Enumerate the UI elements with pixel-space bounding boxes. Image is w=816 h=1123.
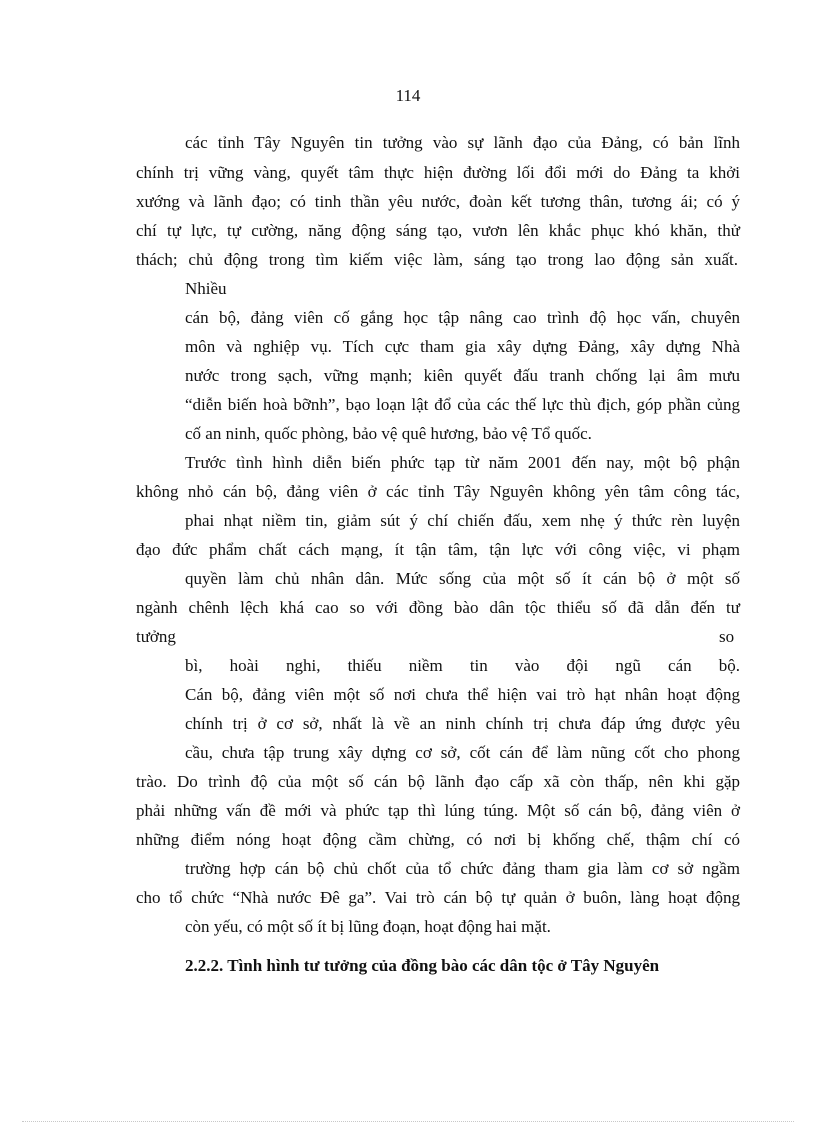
text-line: cầu, chưa tập trung xây dựng cơ sở, cốt cán để làm nũng cốt cho phong bbox=[185, 743, 740, 762]
text-line: chí tự lực, tự cường, năng động sáng tạo, vươn lên khắc phục khó khăn, thử bbox=[136, 221, 740, 240]
text-line: cố an ninh, quốc phòng, bảo vệ quê hương, bảo vệ Tổ quốc. bbox=[185, 424, 592, 443]
text-line: cán bộ, đảng viên cố gắng học tập nâng cao trình độ học vấn, chuyên bbox=[185, 308, 740, 327]
page-bottom-divider bbox=[22, 1121, 794, 1122]
text-line: các tỉnh Tây Nguyên tin tưởng vào sự lãnh đạo của Đảng, có bản lĩnh bbox=[185, 133, 740, 152]
text-line: xướng và lãnh đạo; có tinh thần yêu nước, đoàn kết tương thân, tương ái; có ý bbox=[136, 192, 740, 211]
text-line: Nhiều bbox=[185, 279, 227, 298]
text-line: Cán bộ, đảng viên một số nơi chưa thể hiện vai trò hạt nhân hoạt động bbox=[185, 685, 740, 704]
text-line: chính trị ở cơ sở, nhất là về an ninh chính trị chưa đáp ứng được yêu bbox=[185, 714, 740, 733]
text-line: môn và nghiệp vụ. Tích cực tham gia xây dựng Đảng, xây dựng Nhà bbox=[185, 337, 740, 356]
text-line: không nhỏ cán bộ, đảng viên ở các tỉnh Tây Nguyên không yên tâm công tác, bbox=[136, 482, 740, 501]
text-line: phai nhạt niềm tin, giảm sút ý chí chiến đấu, xem nhẹ ý thức rèn luyện bbox=[185, 511, 740, 530]
text-line: “diễn biến hoà bỡnh”, bạo loạn lật đổ của các thế lực thù địch, góp phần củng bbox=[185, 395, 740, 414]
text-line: so bbox=[719, 627, 735, 646]
text-line: đạo đức phẩm chất cách mạng, ít tận tâm, tận lực với công việc, vi phạm bbox=[136, 540, 740, 559]
text-line: cho tổ chức “Nhà nước Đê ga”. Vai trò cán bộ tự quản ở buôn, làng hoạt động bbox=[136, 888, 740, 907]
section-heading: 2.2.2. Tình hình tư tưởng của đồng bào các dân tộc ở Tây Nguyên bbox=[185, 956, 660, 975]
text-line: trào. Do trình độ của một số cán bộ lãnh đạo cấp xã còn thấp, nên khi gặp bbox=[136, 772, 740, 791]
text-line: quyền làm chủ nhân dân. Mức sống của một số ít cán bộ ở một số bbox=[185, 569, 740, 588]
text-line: bì, hoài nghi, thiếu niềm tin vào đội ngũ cán bộ. bbox=[185, 656, 740, 675]
text-line: Trước tình hình diễn biến phức tạp từ năm 2001 đến nay, một bộ phận bbox=[185, 453, 740, 472]
text-line: nước trong sạch, vững mạnh; kiên quyết đấu tranh chống lại âm mưu bbox=[185, 366, 740, 385]
text-line: thách; chủ động trong tìm kiếm việc làm, sáng tạo trong lao động sản xuất. bbox=[136, 250, 738, 269]
text-line: còn yếu, có một số ít bị lũng đoạn, hoạt động hai mặt. bbox=[185, 917, 551, 936]
page-number: 114 bbox=[395, 86, 421, 105]
text-line: ngành chênh lệch khá cao so với đồng bào dân tộc thiểu số đã dẫn đến tư bbox=[136, 598, 740, 617]
text-line: những điểm nóng hoạt động cầm chừng, có nơi bị khống chế, thậm chí có bbox=[136, 830, 740, 849]
text-line: trường hợp cán bộ chủ chốt của tổ chức đảng tham gia làm cơ sở ngầm bbox=[185, 859, 740, 878]
text-line: tưởng bbox=[136, 627, 176, 646]
text-line: chính trị vững vàng, quyết tâm thực hiện đường lối đổi mới do Đảng ta khởi bbox=[136, 163, 740, 182]
text-line: phải những vấn đề mới và phức tạp thì lúng túng. Một số cán bộ, đảng viên ở bbox=[136, 801, 740, 820]
